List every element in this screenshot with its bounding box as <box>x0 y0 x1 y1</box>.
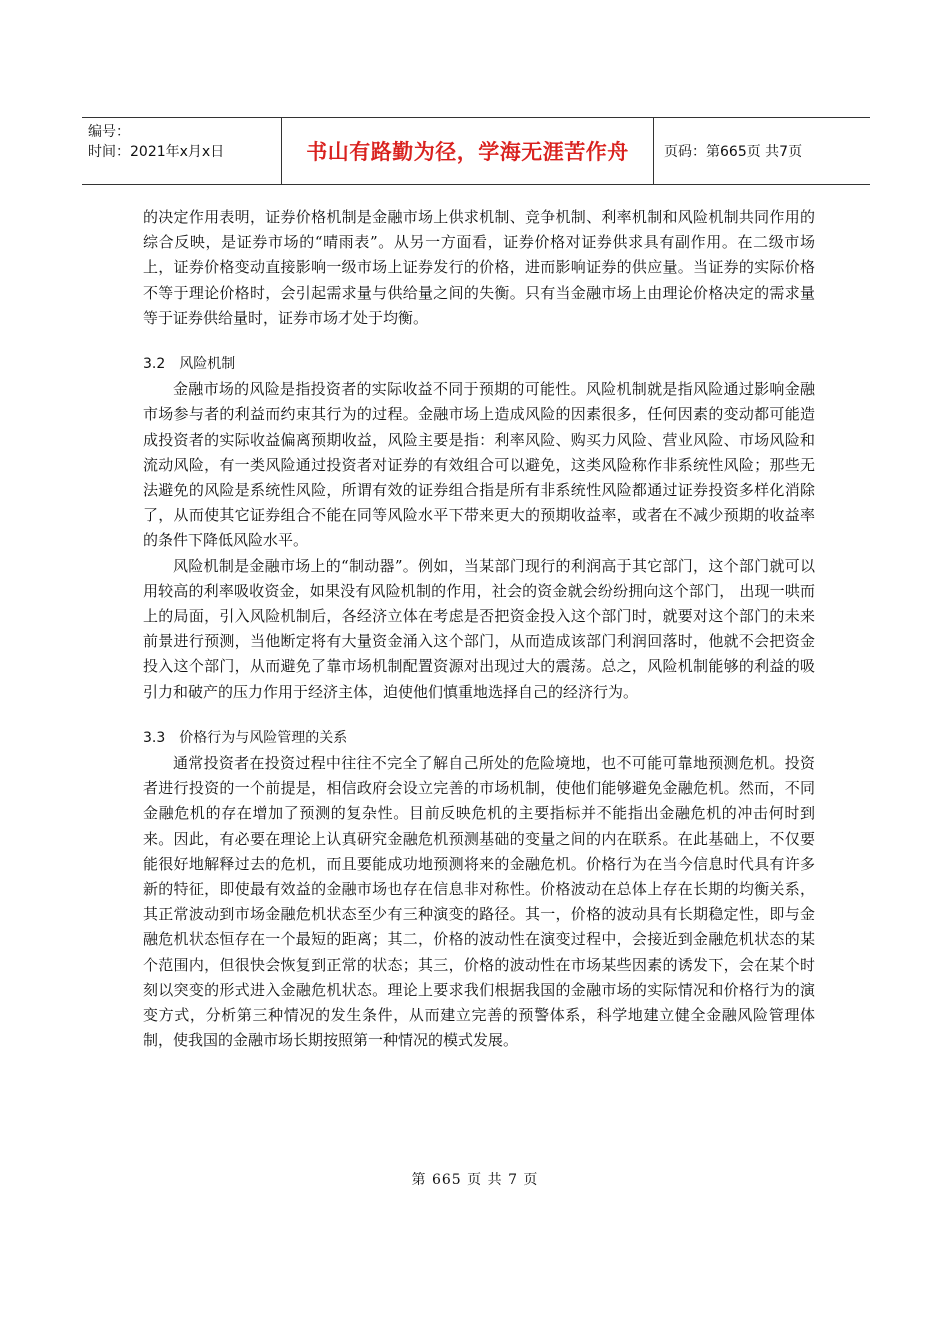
intro-paragraph: 的决定作用表明，证券价格机制是金融市场上供求机制、竞争机制、利率机制和风险机制共同作用的综合反映，是证券市场的“晴雨表”。从另一方面看，证券价格对证券供求具有副作用。在二级市场上，证券价格变动直接影响一级市场上证券发行的价格，进而影响证券的供应量。当证券的实际价格不等于理论价格时，会引起需求量与供给量之间的失衡。只有当金融市场上由理论价格决定的需求量等于证券供给量时，证券市场才处于均衡。 <box>143 208 815 327</box>
section-title-text: 风险机制 <box>179 356 236 373</box>
section-number: 3.3 <box>143 729 166 746</box>
header-meta <box>82 118 281 184</box>
header-page-code: 页码：第665页 共7页 <box>664 144 803 160</box>
section-heading-3-3 <box>143 726 815 751</box>
document-time-label: 时间：2021年x月x日 <box>88 144 225 160</box>
document-body <box>143 205 815 1054</box>
body-paragraph: 通常投资者在投资过程中往往不完全了解自己所处的危险境地，也不可能可靠地预测危机。投资者进行投资的一个前提是，相信政府会设立完善的市场机制，使他们能够避免金融危机。然而，不同金融危机的存在增加了预测的复杂性。目前反映危机的主要指标并不能指出金融危机的冲击何时到来。因此，有必要在理论上认真研究金融危机预测基础的变量之间的内在联系。在此基础上，不仅要能很好地解释过去的危机，而且要能成功地预测将来的金融危机。价格行为在当今信息时代具有许多新的特征，即使最有效益的金融市场也存在信息非对称性。价格波动在总体上存在长期的均衡关系，其正常波动到市场金融危机状态至少有三种演变的路径。其一，价格的波动具有长期稳定性，即与金融危机状态恒存在一个最短的距离；其二，价格的波动性在演变过程中，会接近到金融危机状态的某个范围内，但很快会恢复到正常的状态；其三，价格的波动性在市场某些因素的诱发下，会在某个时刻以突变的形式进入金融危机状态。理论上要求我们根据我国的金融市场的实际情况和价格行为的演变方式，分析第三种情况的发生条件，从而建立完善的预警体系，科学地建立健全金融风险管理体制，使我国的金融市场长期按照第一种情况的模式发展。 <box>143 754 815 1050</box>
document-number-label: 编号： <box>88 124 130 140</box>
page-footer: 第 665 页 共 7 页 <box>411 1172 539 1188</box>
page-header <box>82 117 870 185</box>
section-number: 3.2 <box>143 356 166 373</box>
body-paragraph: 风险机制是金融市场上的“制动器”。例如，当某部门现行的利润高于其它部门，这个部门就可以用较高的利率吸收资金，如果没有风险机制的作用，社会的资金就会纷纷拥向这个部门， 出现一哄而上的局面，引入风险机制后，各经济立体在考虑是否把资金投入这个部门时，就要对这个部门的未来前景进行预测，当他断定将有大量资金涌入这个部门，从而造成该部门利润回落时，他就不会把资金投入这个部门，从而避免了靠市场机制配置资源对出现过大的震荡。总之，风险机制能够的利益的吸引力和破产的压力作用于经济主体，迫使他们慎重地选择自己的经济行为。 <box>143 556 815 701</box>
section-title-text: 价格行为与风险管理的关系 <box>179 729 348 746</box>
section-heading-3-2 <box>143 352 815 377</box>
body-paragraph: 金融市场的风险是指投资者的实际收益不同于预期的可能性。风险机制就是指风险通过影响金融市场参与者的利益而约束其行为的过程。金融市场上造成风险的因素很多，任何因素的变动都可能造成投资者的实际收益偏离预期收益，风险主要是指：利率风险、购买力风险、营业风险、市场风险和流动风险，有一类风险通过投资者对证券的有效组合可以避免，这类风险称作非系统性风险；那些无法避免的风险是系统性风险，所谓有效的证券组合指是所有非系统性风险都通过证券投资多样化消除了，从而使其它证券组合不能在同等风险水平下带来更大的预期收益率，或者在不减少预期的收益率的条件下降低风险水平。 <box>143 380 815 550</box>
header-motto: 书山有路勤为径，学海无涯苦作舟 <box>281 118 654 184</box>
